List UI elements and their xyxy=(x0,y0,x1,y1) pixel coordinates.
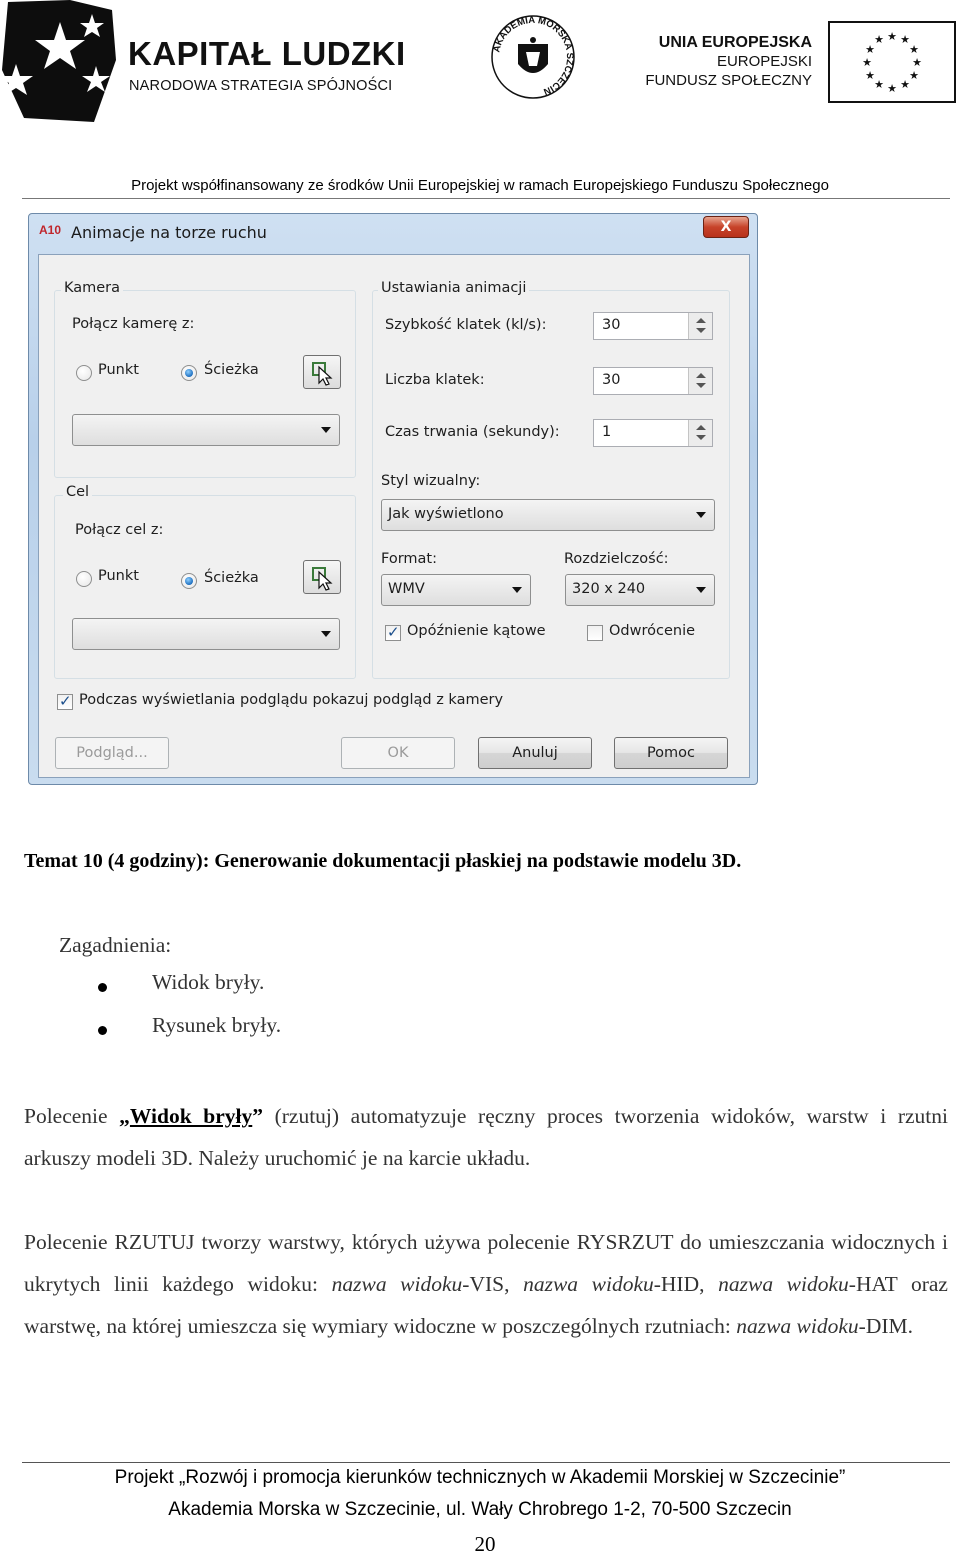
camera-link-label: Połącz kamerę z: xyxy=(72,316,195,332)
camera-preview-label: Podczas wyświetlania podglądu pokazuj podgląd z kamery xyxy=(79,692,504,708)
para2-text: -HID, xyxy=(653,1272,719,1296)
para1-rest: (rzutuj) automatyzuje ręczny proces tworzenia widoków, warstw i rzutni arkuszy modeli 3D. Należy uruchomić je na karcie układu. xyxy=(24,1104,948,1170)
dialog-body xyxy=(38,254,750,778)
header-divider xyxy=(22,198,950,199)
svg-text:★: ★ xyxy=(900,33,910,46)
close-button[interactable]: X xyxy=(703,216,749,238)
svg-text:★: ★ xyxy=(887,82,897,95)
footer-project: Projekt „Rozwój i promocja kierunków technicznych w Akademii Morskiej w Szczecinie” xyxy=(114,1467,846,1488)
chevron-down-icon xyxy=(321,427,331,433)
svg-text:★: ★ xyxy=(865,69,875,82)
autocad-app-icon: A10 xyxy=(39,223,62,237)
help-button[interactable]: Pomoc xyxy=(614,737,728,769)
svg-text:★: ★ xyxy=(909,69,919,82)
seal-ring-text: AKADEMIA MORSKA SZCZECIN xyxy=(491,14,576,98)
spin-down-icon xyxy=(696,383,706,388)
para2-text: Polecenie RZUTUJ tworzy warstwy, których używa polecenie RYSRZUT do umieszczania widocznych i ukrytych linii każdego widoku: xyxy=(24,1230,948,1296)
para1-quote-close: ” xyxy=(252,1104,263,1128)
svg-text:★: ★ xyxy=(900,78,910,91)
chevron-down-icon xyxy=(321,631,331,637)
svg-text:★: ★ xyxy=(862,56,872,69)
svg-text:★: ★ xyxy=(865,43,875,56)
para2-text: -DIM. xyxy=(858,1314,914,1338)
camera-path-label: Ścieżka xyxy=(204,362,259,378)
svg-text:★: ★ xyxy=(874,78,884,91)
corner-deceleration-label: Opóźnienie kątowe xyxy=(407,623,546,639)
target-group-label: Cel xyxy=(63,484,92,500)
target-pick-button[interactable] xyxy=(303,560,341,594)
camera-group-label: Kamera xyxy=(61,280,123,296)
kapital-ludzki-subtitle: NARODOWA STRATEGIA SPÓJNOŚCI xyxy=(129,78,393,94)
frames-spinner[interactable] xyxy=(593,367,713,395)
spin-up-icon xyxy=(696,318,706,323)
ok-button[interactable]: OK xyxy=(341,737,455,769)
para2-italic: nazwa widoku xyxy=(523,1272,654,1296)
camera-pick-button[interactable] xyxy=(303,355,341,389)
resolution-dropdown[interactable] xyxy=(565,574,715,606)
ue-efs-logo-text xyxy=(600,33,812,90)
target-path-radio[interactable] xyxy=(181,573,197,589)
footer-divider xyxy=(22,1462,950,1463)
kapital-ludzki-emblem-icon xyxy=(0,0,125,124)
ue-line1: UNIA EUROPEJSKA xyxy=(658,34,812,51)
fps-spin-buttons[interactable] xyxy=(688,313,712,339)
duration-spin-buttons[interactable] xyxy=(688,420,712,446)
frames-value: 30 xyxy=(602,372,621,388)
footer-address: Akademia Morska w Szczecinie, ul. Wały Chrobrego 1-2, 70-500 Szczecin xyxy=(168,1499,792,1520)
eu-stars-icon xyxy=(830,23,954,101)
pick-cursor-icon xyxy=(304,561,340,593)
eu-flag xyxy=(828,21,956,103)
spin-up-icon xyxy=(696,373,706,378)
format-value: WMV xyxy=(388,581,425,597)
target-link-label: Połącz cel z: xyxy=(75,522,164,538)
target-point-radio[interactable] xyxy=(76,571,92,587)
kapital-ludzki-logo xyxy=(0,0,440,124)
visual-style-label: Styl wizualny: xyxy=(381,473,481,489)
para1-command: Widok bryły xyxy=(129,1104,253,1128)
fps-value: 30 xyxy=(602,317,621,333)
section-heading: Temat 10 (4 godziny): Generowanie dokumentacji płaskiej na podstawie modelu 3D. xyxy=(24,850,742,872)
svg-text:★: ★ xyxy=(874,33,884,46)
kapital-ludzki-title: KAPITAŁ LUDZKI xyxy=(128,35,406,72)
cancel-button[interactable]: Anuluj xyxy=(478,737,592,769)
frames-spin-buttons[interactable] xyxy=(688,368,712,394)
resolution-label: Rozdzielczość: xyxy=(564,551,669,567)
target-path-label: Ścieżka xyxy=(204,570,259,586)
topics-label: Zagadnienia: xyxy=(59,933,172,957)
resolution-value: 320 x 240 xyxy=(572,581,646,597)
chevron-down-icon xyxy=(696,512,706,518)
spin-down-icon xyxy=(696,328,706,333)
camera-path-radio[interactable] xyxy=(181,365,197,381)
topic-item: Widok bryły. xyxy=(152,970,265,994)
camera-point-radio[interactable] xyxy=(76,365,92,381)
camera-point-label: Punkt xyxy=(98,362,139,378)
path-animation-dialog xyxy=(28,213,758,785)
camera-preview-checkbox[interactable] xyxy=(57,694,73,710)
frames-label: Liczba klatek: xyxy=(385,372,485,388)
dialog-title: Animacje na torze ruchu xyxy=(71,223,267,242)
reverse-checkbox[interactable] xyxy=(587,625,603,641)
preview-button[interactable]: Podgląd... xyxy=(55,737,169,769)
para2-italic: nazwa widoku xyxy=(736,1314,859,1338)
fps-label: Szybkość klatek (kl/s): xyxy=(385,317,547,333)
akademia-morska-seal xyxy=(490,14,576,100)
visual-style-dropdown[interactable] xyxy=(381,499,715,531)
chevron-down-icon xyxy=(696,587,706,593)
ue-line3: FUNDUSZ SPOŁECZNY xyxy=(645,72,812,89)
para1-prefix: Polecenie xyxy=(24,1104,120,1128)
para2-text: -VIS, xyxy=(462,1272,524,1296)
animation-settings-label: Ustawiania animacji xyxy=(378,280,529,296)
para2-italic: nazwa widoku xyxy=(331,1272,463,1296)
page-number: 20 xyxy=(474,1532,496,1556)
topic-item: Rysunek bryły. xyxy=(152,1013,282,1037)
bullet-icon xyxy=(98,1026,107,1035)
cofinancing-note: Projekt współfinansowany ze środków Unii Europejskiej w ramach Europejskiego Funduszu Społecznego xyxy=(131,177,829,194)
visual-style-value: Jak wyświetlono xyxy=(388,506,504,522)
spin-up-icon xyxy=(696,425,706,430)
svg-text:★: ★ xyxy=(909,43,919,56)
spin-down-icon xyxy=(696,435,706,440)
duration-label: Czas trwania (sekundy): xyxy=(385,424,560,440)
svg-text:★: ★ xyxy=(887,30,897,43)
target-path-dropdown[interactable] xyxy=(72,618,340,650)
para1-quote-open: „ xyxy=(119,1104,130,1128)
fps-spinner[interactable] xyxy=(593,312,713,340)
paragraph-rzutuj xyxy=(24,1221,948,1347)
duration-spinner[interactable] xyxy=(593,419,713,447)
target-point-label: Punkt xyxy=(98,568,139,584)
format-label: Format: xyxy=(381,551,437,567)
ue-line2: EUROPEJSKI xyxy=(716,53,812,70)
dialog-titlebar xyxy=(29,214,757,254)
svg-text:★: ★ xyxy=(912,56,922,69)
paragraph-widok-bryly xyxy=(24,1095,948,1179)
para2-text: -HAT oraz warstwę, na której umieszcza się wymiary widoczne w poszczególnych rzutniach: xyxy=(24,1272,948,1338)
camera-path-dropdown[interactable] xyxy=(72,414,340,446)
chevron-down-icon xyxy=(512,587,522,593)
bullet-icon xyxy=(98,983,107,992)
corner-deceleration-checkbox[interactable] xyxy=(385,625,401,641)
akademia-morska-seal-icon xyxy=(490,14,576,100)
para2-italic: nazwa widoku xyxy=(718,1272,849,1296)
reverse-label: Odwrócenie xyxy=(609,623,696,639)
duration-value: 1 xyxy=(602,424,612,440)
pick-cursor-icon xyxy=(304,356,340,388)
format-dropdown[interactable] xyxy=(381,574,531,606)
